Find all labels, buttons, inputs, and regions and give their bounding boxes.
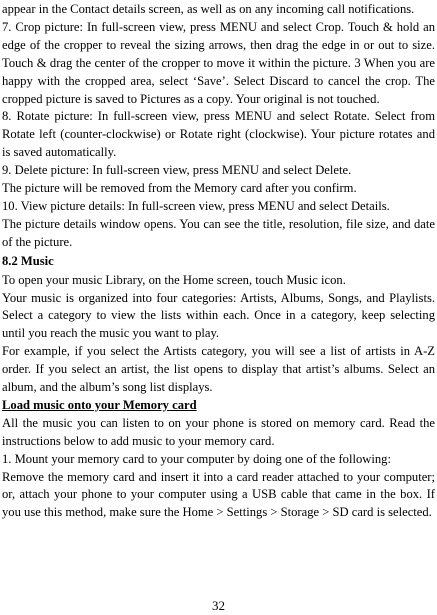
paragraph-open-music: To open your music Library, on the Home screen, touch Music icon. — [2, 272, 346, 287]
subheading-load-music: Load music onto your Memory card — [2, 397, 197, 412]
document-page — [2, 1, 435, 522]
paragraph-details-window: The picture details window opens. You can see the title, resolution, file size, and date of the picture. — [2, 216, 435, 249]
paragraph-memory-card-storage: All the music you can listen to on your phone is stored on memory card. Read the instructions below to add music to your memory card. — [2, 415, 435, 448]
paragraph-delete-confirm: The picture will be removed from the Memory card after you confirm. — [2, 181, 357, 196]
paragraph-artists-example: For example, if you select the Artists category, you will see a list of artists in A-Z order. If you select an artist, the list opens to display that artist’s albums. Select an album, and the album’s song list displays. — [2, 344, 435, 395]
section-heading-music: 8.2 Music — [2, 253, 54, 268]
paragraph-remove-card: Remove the memory card and insert it into a card reader attached to your computer; or, attach your phone to your computer using a USB cable that came in the box. If you use this method, make sure the Home > Settings > Storage > SD card is selected. — [2, 469, 435, 520]
paragraph-music-categories: Your music is organized into four categories: Artists, Albums, Songs, and Playlists. Select a category to view the lists within each. Once in a category, keep selecting until you reach the music you want to play. — [2, 290, 435, 341]
page-number: 32 — [212, 598, 225, 613]
paragraph-rotate-picture: 8. Rotate picture: In full-screen view, press MENU and select Rotate. Select from Rotate left (counter-clockwise) or Rotate right (clockwise). Your picture rotates and is saved automatically. — [2, 109, 435, 160]
paragraph-delete-picture: 9. Delete picture: In full-screen view, press MENU and select Delete. — [2, 163, 352, 178]
paragraph-contact-notifications: appear in the Contact details screen, as well as on any incoming call notifications. — [2, 2, 415, 16]
paragraph-mount-card: 1. Mount your memory card to your computer by doing one of the following: — [2, 451, 391, 466]
paragraph-crop-picture: 7. Crop picture: In full-screen view, press MENU and select Crop. Touch & hold an edge of the cropper to reveal the sizing arrows, then drag the edge in or out to size. Touch & drag the center of the cropper to move it within the picture. 3 When you are happy with the cropped area, select ‘Save’. Select Discard to cancel the crop. The cropped picture is saved to Pictures as a copy. Your original is not touched. — [2, 19, 435, 106]
paragraph-view-details: 10. View picture details: In full-screen view, press MENU and select Details. — [2, 198, 390, 213]
